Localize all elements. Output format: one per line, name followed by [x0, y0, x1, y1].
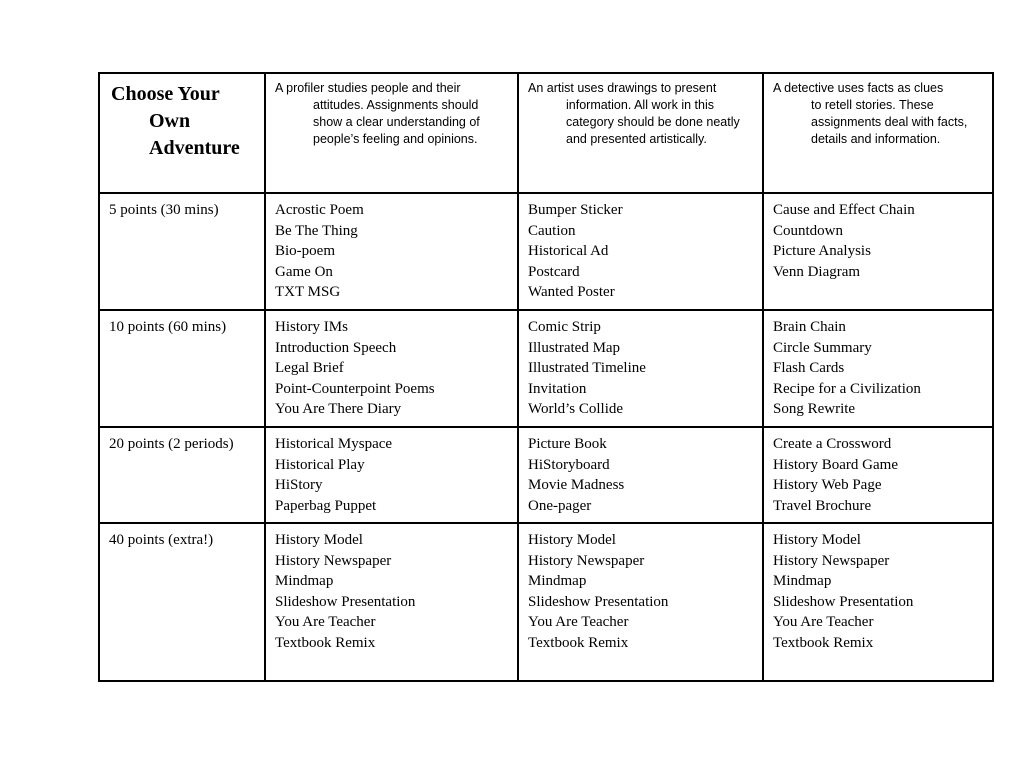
points-label: 10 points (60 mins) — [99, 310, 265, 427]
assignment-item: Slideshow Presentation — [528, 593, 669, 610]
assignment-item: Travel Brochure — [773, 497, 872, 514]
assignment-item: History Model — [528, 532, 616, 548]
assignment-item: Song Rewrite — [773, 401, 856, 417]
description-first-line: An artist uses drawings to present — [528, 81, 717, 95]
points-label: 20 points (2 periods) — [99, 427, 265, 523]
assignment-item: Historical Play — [275, 456, 365, 473]
profiler-assignments — [265, 523, 518, 681]
artist-assignments — [518, 310, 763, 427]
description-text: to retell stories. These assignments deal with facts, details and information. — [811, 98, 968, 146]
assignment-item: Mindmap — [275, 573, 334, 589]
category-artist-description — [518, 73, 763, 193]
assignment-item: History Board Game — [773, 456, 898, 473]
assignment-item: History IMs — [275, 319, 348, 335]
assignment-item: Illustrated Timeline — [528, 360, 646, 376]
board-title — [99, 73, 265, 193]
assignment-item: Mindmap — [528, 573, 587, 589]
assignment-item: You Are Teacher — [773, 614, 874, 630]
assignment-item: Cause and Effect Chain — [773, 202, 915, 218]
assignment-item: You Are There Diary — [275, 401, 402, 417]
assignment-item: Slideshow Presentation — [773, 593, 914, 610]
artist-assignments — [518, 427, 763, 523]
detective-assignments — [763, 193, 993, 310]
title-line: Adventure — [149, 137, 240, 159]
profiler-assignments — [265, 193, 518, 310]
points-label: 5 points (30 mins) — [99, 193, 265, 310]
assignment-item: Comic Strip — [528, 319, 601, 335]
artist-assignments — [518, 193, 763, 310]
assignment-item: Caution — [528, 222, 576, 239]
choice-board-table — [98, 72, 994, 682]
assignment-item: Slideshow Presentation — [275, 593, 416, 610]
assignment-item: Historical Myspace — [275, 436, 393, 452]
assignment-item: Point-Counterpoint Poems — [275, 380, 435, 397]
assignment-item: Bio-poem — [275, 243, 335, 259]
description-first-line: A profiler studies people and their — [275, 81, 461, 95]
assignment-item: Brain Chain — [773, 319, 846, 335]
assignment-item: World’s Collide — [528, 401, 624, 417]
assignment-item: HiStory — [275, 477, 323, 493]
header-row — [99, 73, 993, 193]
assignment-item: Movie Madness — [528, 477, 625, 493]
points-row-10 — [99, 310, 993, 427]
assignment-item: Wanted Poster — [528, 284, 615, 300]
description-text: information. All work in this category should be done neatly and presented artistically. — [566, 98, 740, 146]
assignment-item: History Newspaper — [528, 552, 645, 569]
points-label: 40 points (extra!) — [99, 523, 265, 681]
assignment-item: Introduction Speech — [275, 339, 397, 356]
assignment-item: You Are Teacher — [528, 614, 629, 630]
assignment-item: Bumper Sticker — [528, 202, 623, 218]
assignment-item: Textbook Remix — [275, 634, 376, 651]
assignment-item: You Are Teacher — [275, 614, 376, 630]
assignment-item: History Newspaper — [773, 552, 890, 569]
assignment-item: Postcard — [528, 263, 580, 280]
assignment-item: History Web Page — [773, 477, 882, 493]
points-row-40 — [99, 523, 993, 681]
assignment-item: Game On — [275, 263, 333, 280]
artist-assignments — [518, 523, 763, 681]
assignment-item: HiStoryboard — [528, 456, 610, 473]
title-line: Own — [149, 110, 191, 132]
assignment-item: Mindmap — [773, 573, 832, 589]
detective-assignments — [763, 523, 993, 681]
assignment-item: Picture Book — [528, 436, 607, 452]
assignment-item: Circle Summary — [773, 339, 872, 356]
assignment-item: Illustrated Map — [528, 339, 621, 356]
assignment-item: TXT MSG — [275, 284, 341, 300]
assignment-item: History Model — [275, 532, 363, 548]
assignment-item: Countdown — [773, 222, 844, 239]
title-line: Choose Your — [111, 83, 220, 105]
assignment-item: Venn Diagram — [773, 263, 861, 280]
points-row-5 — [99, 193, 993, 310]
assignment-item: Invitation — [528, 380, 587, 397]
assignment-item: Acrostic Poem — [275, 202, 364, 218]
profiler-assignments — [265, 310, 518, 427]
description-first-line: A detective uses facts as clues — [773, 81, 944, 95]
assignment-item: Picture Analysis — [773, 243, 871, 259]
detective-assignments — [763, 310, 993, 427]
assignment-item: Recipe for a Civilization — [773, 380, 921, 397]
assignment-item: Flash Cards — [773, 360, 845, 376]
assignment-item: Textbook Remix — [528, 634, 629, 651]
assignment-item: Create a Crossword — [773, 436, 892, 452]
assignment-item: History Newspaper — [275, 552, 392, 569]
assignment-item: History Model — [773, 532, 861, 548]
category-detective-description — [763, 73, 993, 193]
assignment-item: Be The Thing — [275, 222, 358, 239]
assignment-item: One-pager — [528, 497, 592, 514]
assignment-item: Textbook Remix — [773, 634, 874, 651]
profiler-assignments — [265, 427, 518, 523]
category-profiler-description — [265, 73, 518, 193]
points-row-20 — [99, 427, 993, 523]
assignment-item: Paperbag Puppet — [275, 497, 377, 514]
detective-assignments — [763, 427, 993, 523]
assignment-item: Historical Ad — [528, 243, 609, 259]
description-text: attitudes. Assignments should show a clear understanding of people’s feeling and opinions. — [313, 98, 480, 146]
assignment-item: Legal Brief — [275, 360, 344, 376]
